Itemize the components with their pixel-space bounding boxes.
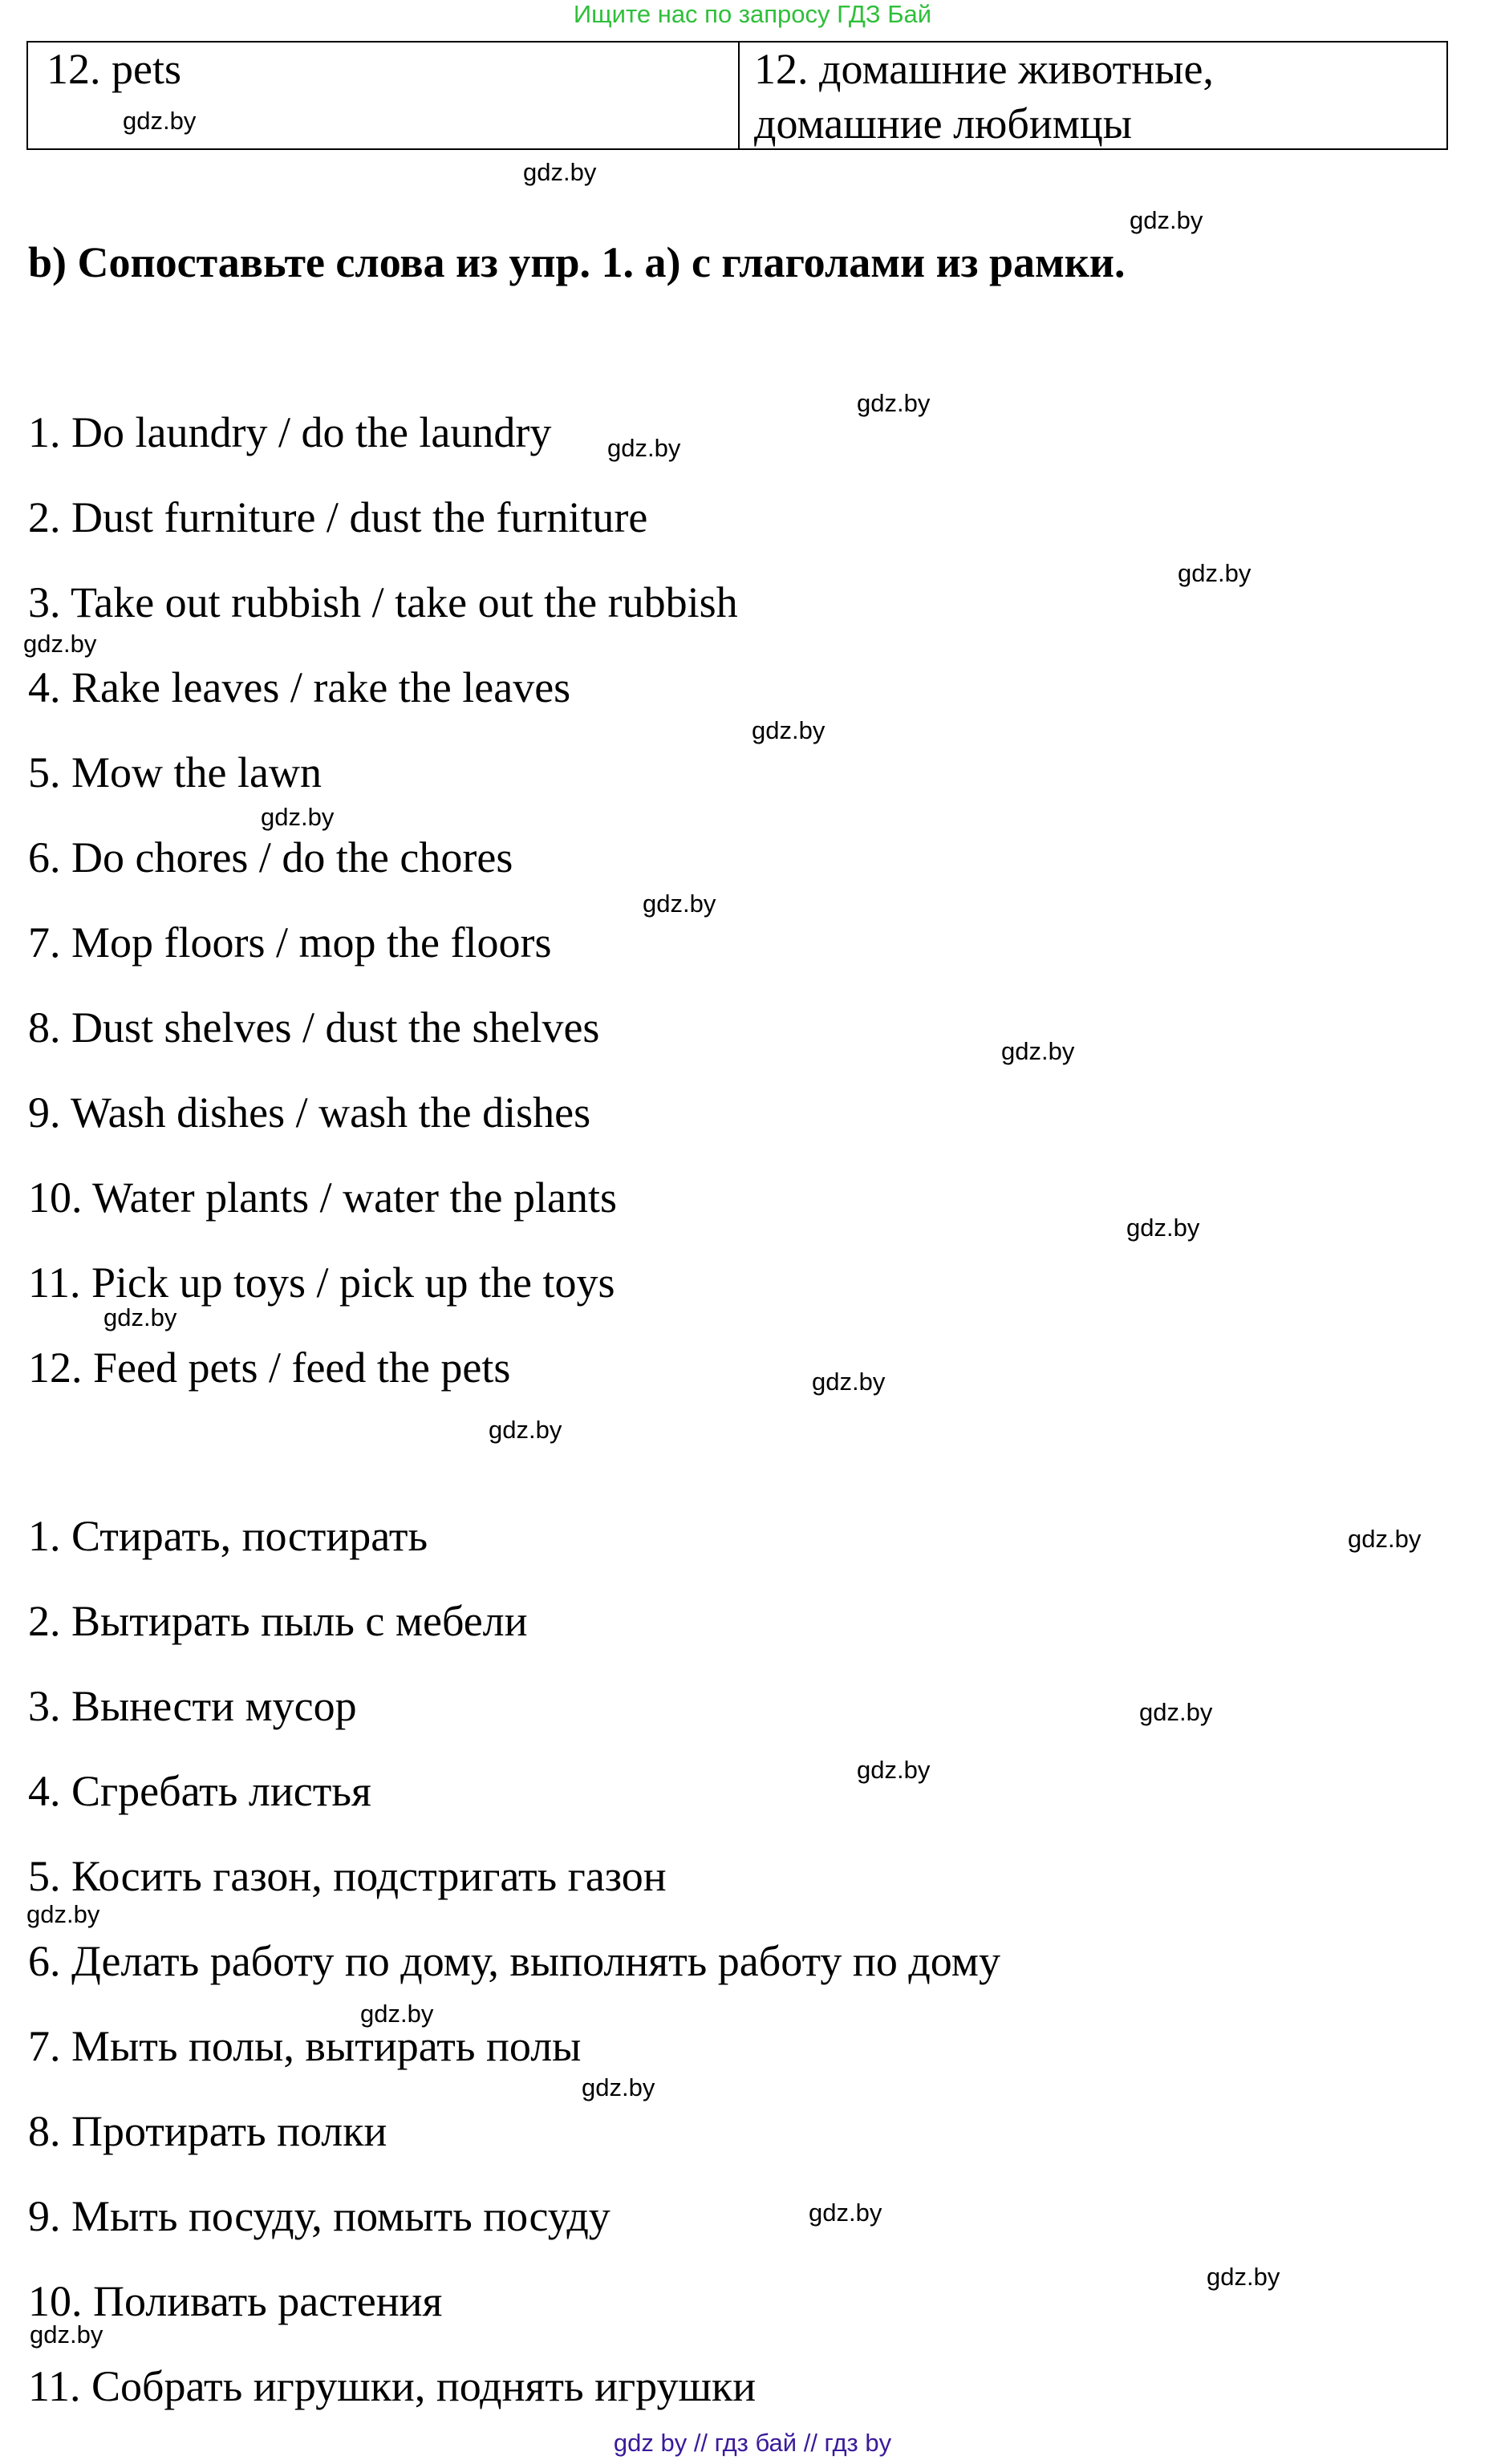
russian-item: 11. Собрать игрушки, поднять игрушки <box>28 2362 757 2410</box>
english-item: 12. Feed pets / feed the pets <box>28 1343 511 1392</box>
russian-item: 1. Стирать, постирать <box>28 1512 428 1560</box>
russian-item: 4. Сгребать листья <box>28 1767 371 1815</box>
russian-item: 8. Протирать полки <box>28 2107 387 2155</box>
english-item: 3. Take out rubbish / take out the rubbish <box>28 578 738 626</box>
english-item: 11. Pick up toys / pick up the toys <box>28 1258 615 1307</box>
watermark: gdz.by <box>523 158 597 186</box>
russian-item: 10. Поливать растения <box>28 2277 443 2325</box>
watermark: gdz.by <box>103 1303 177 1331</box>
watermark: gdz.by <box>1126 1214 1200 1242</box>
english-item: 10. Water plants / water the plants <box>28 1173 617 1222</box>
watermark: gdz.by <box>1348 1525 1422 1553</box>
watermark: gdz.by <box>261 803 335 831</box>
watermark: gdz.by <box>582 2073 655 2101</box>
table-cell-english: 12. pets <box>47 45 181 93</box>
watermark: gdz.by <box>23 630 97 658</box>
english-item: 2. Dust furniture / dust the furniture <box>28 493 648 541</box>
watermark: gdz.by <box>857 389 931 417</box>
table-cell-russian-line2: домашние любимцы <box>754 99 1133 148</box>
exercise-heading: b) Сопоставьте слова из упр. 1. a) с глаголами из рамки. <box>28 238 1126 286</box>
watermark: gdz.by <box>809 2199 882 2227</box>
watermark: gdz.by <box>26 1900 100 1928</box>
watermark: gdz.by <box>752 716 826 744</box>
table-divider <box>738 43 740 148</box>
english-item: 8. Dust shelves / dust the shelves <box>28 1003 600 1052</box>
watermark: gdz.by <box>1178 559 1251 587</box>
watermark: gdz.by <box>489 1416 562 1444</box>
russian-item: 5. Косить газон, подстригать газон <box>28 1852 667 1900</box>
russian-item: 6. Делать работу по дому, выполнять работу по дому <box>28 1937 1000 1985</box>
watermark: gdz.by <box>360 2000 434 2028</box>
russian-item: 7. Мыть полы, вытирать полы <box>28 2022 582 2070</box>
top-banner[interactable]: Ищите нас по запросу ГДЗ Бай <box>573 0 932 28</box>
russian-item: 2. Вытирать пыль с мебели <box>28 1597 528 1645</box>
watermark: gdz.by <box>643 890 716 918</box>
watermark: gdz.by <box>1207 2263 1280 2291</box>
footer-links[interactable]: gdz by // гдз бай // гдз by <box>613 2429 892 2457</box>
table-cell-russian-line1: 12. домашние животные, <box>754 45 1214 93</box>
english-item: 1. Do laundry / do the laundry <box>28 408 552 456</box>
english-item: 6. Do chores / do the chores <box>28 833 513 881</box>
watermark: gdz.by <box>812 1368 886 1396</box>
english-item: 5. Mow the lawn <box>28 748 322 796</box>
russian-item: 3. Вынести мусор <box>28 1682 357 1730</box>
english-item: 7. Mop floors / mop the floors <box>28 918 552 967</box>
english-item: 9. Wash dishes / wash the dishes <box>28 1088 591 1137</box>
watermark: gdz.by <box>607 434 681 462</box>
watermark: gdz.by <box>123 107 197 135</box>
watermark: gdz.by <box>30 2320 103 2348</box>
watermark: gdz.by <box>857 1756 931 1784</box>
russian-item: 9. Мыть посуду, помыть посуду <box>28 2192 611 2240</box>
watermark: gdz.by <box>1139 1698 1213 1726</box>
vocabulary-table-row <box>26 41 1448 150</box>
watermark: gdz.by <box>1001 1037 1075 1065</box>
english-item: 4. Rake leaves / rake the leaves <box>28 663 571 711</box>
watermark: gdz.by <box>1130 206 1203 234</box>
